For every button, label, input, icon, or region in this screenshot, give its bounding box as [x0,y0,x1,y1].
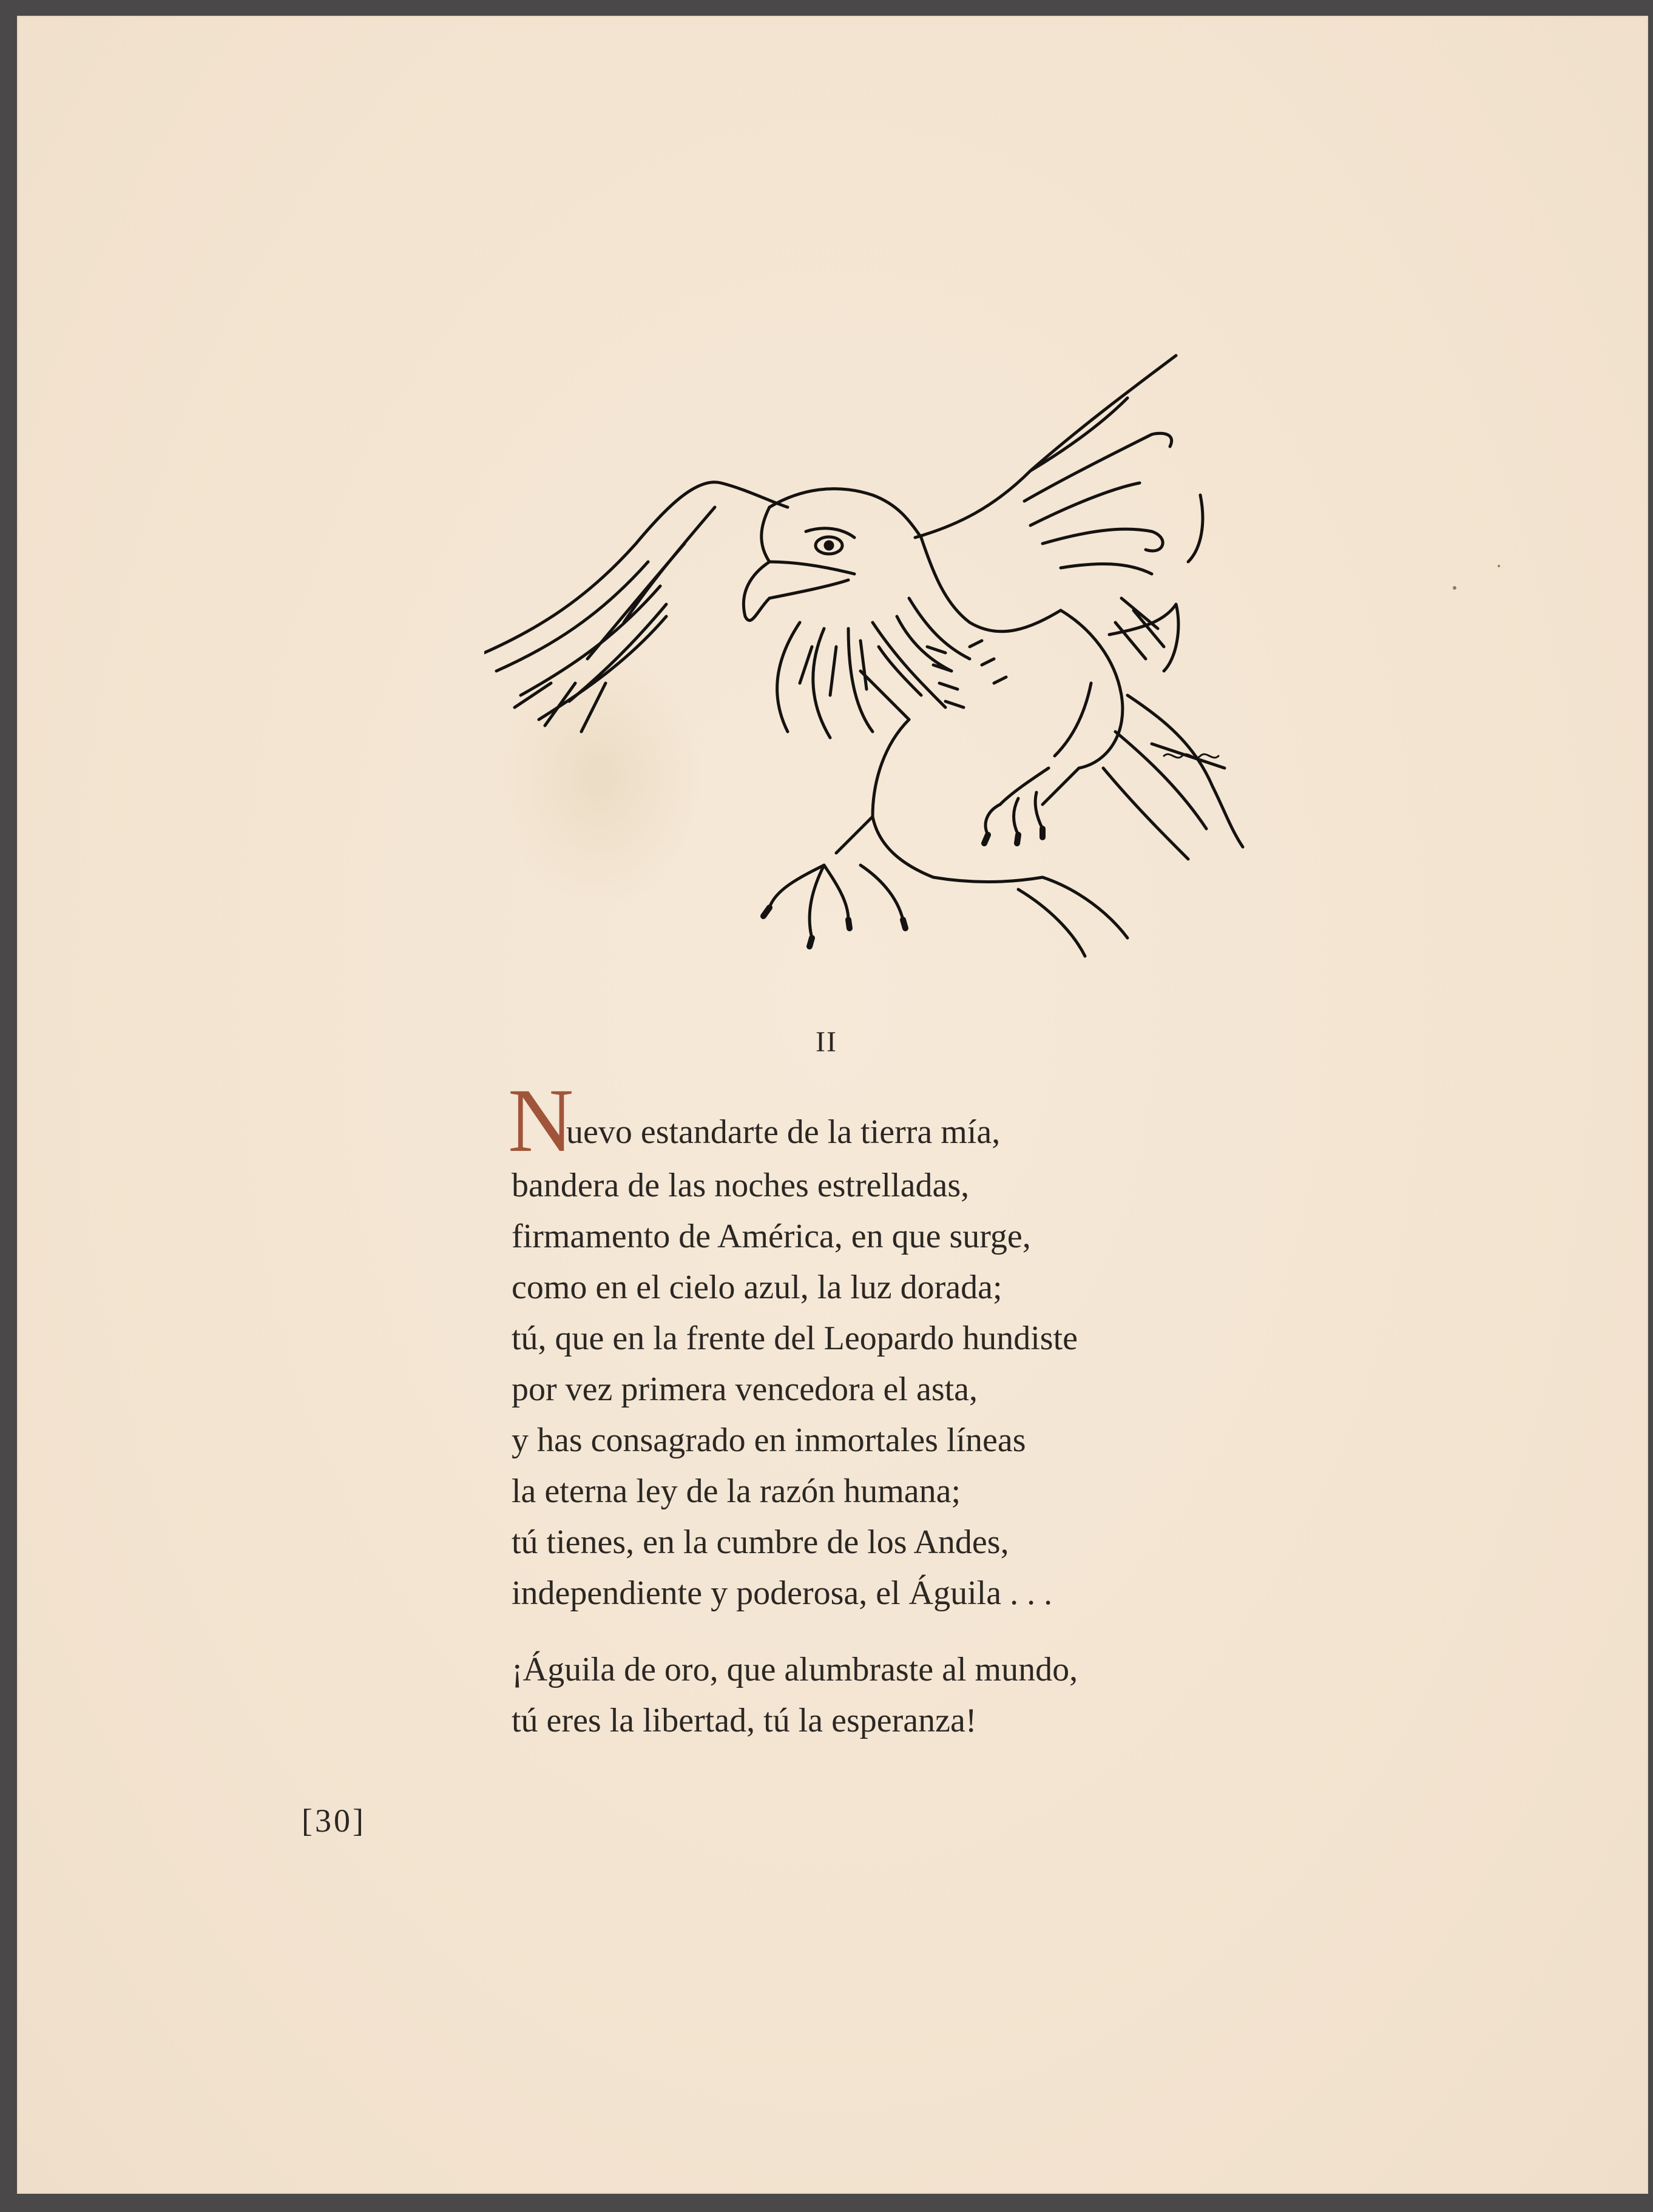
paper-speck [1453,586,1456,590]
poem-line: independiente y poderosa, el Águila . . . [512,1574,1053,1612]
poem-line: bandera de las noches estrelladas, [512,1167,970,1204]
poem-line: ¡Águila de oro, que alumbraste al mundo, [512,1651,1078,1688]
poem-line: y has consagrado en inmortales líneas [512,1421,1026,1459]
poem-line: como en el cielo azul, la luz dorada; [512,1269,1002,1306]
poem-line: por vez primera vencedora el asta, [512,1371,978,1408]
poem-first-line [508,1070,1361,1171]
poem-line: uevo estandarte de la tierra mía, [566,1113,1001,1151]
eagle-illustration [484,343,1358,986]
poem-line: tú eres la libertad, tú la esperanza! [512,1702,977,1739]
poem-line: tú, que en la frente del Leopardo hundiste [512,1320,1078,1357]
paper-speck [1498,565,1500,567]
stanza-break [512,1619,1361,1644]
poem-line: la eterna ley de la razón humana; [512,1472,961,1510]
poem-text [508,1070,1361,1746]
drop-cap: N [508,1070,574,1171]
section-numeral: II [816,1026,837,1058]
poem-line: firmamento de América, en que surge, [512,1218,1031,1255]
page-number: [30] [302,1802,366,1839]
poem-line: tú tienes, en la cumbre de los Andes, [512,1523,1009,1561]
